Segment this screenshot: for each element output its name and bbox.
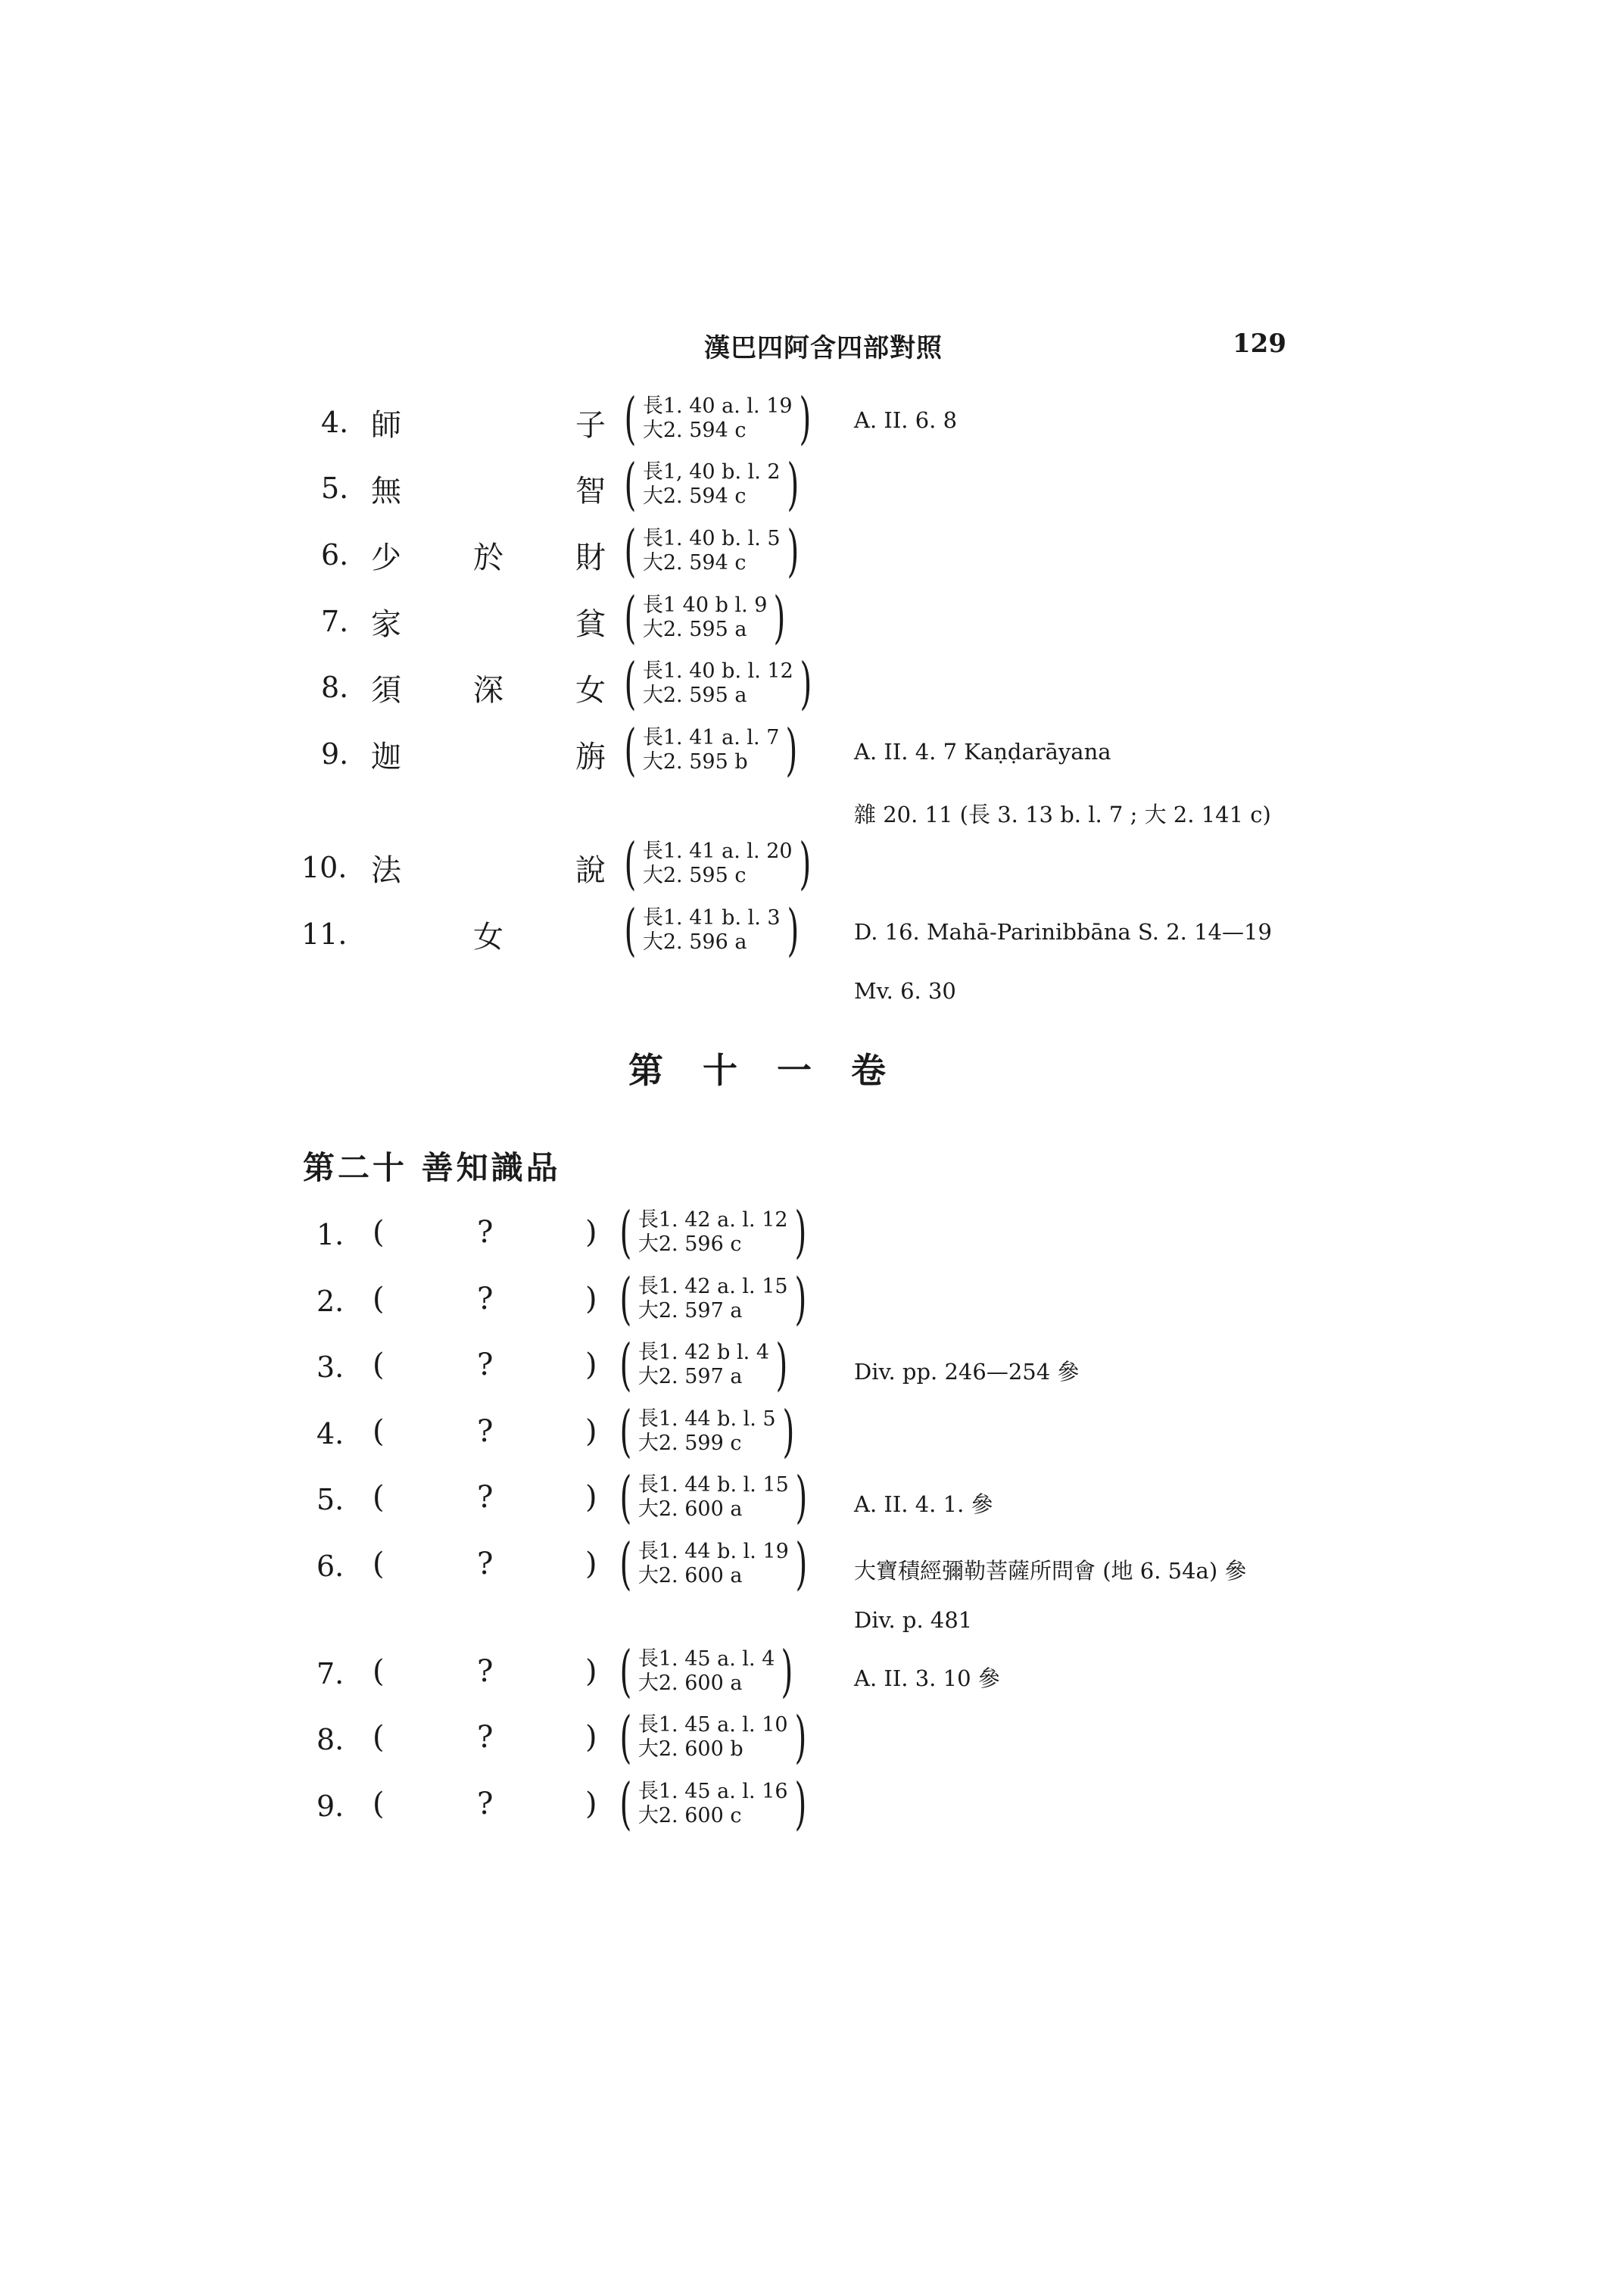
left-brace: ( bbox=[619, 1465, 632, 1530]
title-char-3: 子 bbox=[575, 408, 606, 443]
left-brace: ( bbox=[619, 1266, 632, 1332]
running-header-title: 漢巴四阿含四部對照 bbox=[704, 333, 943, 363]
reference-bracket bbox=[619, 452, 803, 517]
reference-bracket bbox=[615, 1531, 812, 1597]
entry-number: 5. bbox=[316, 1483, 344, 1516]
right-brace: ) bbox=[794, 1200, 806, 1265]
right-brace: ) bbox=[787, 519, 799, 584]
reference-bracket bbox=[619, 651, 817, 716]
reference-line-1: 長1. 44 b. l. 19 bbox=[637, 1540, 789, 1563]
reference-line-1: 長1. 40 a. l. 19 bbox=[642, 394, 793, 418]
entry-number: 3. bbox=[316, 1351, 344, 1384]
title-char-1: 須 bbox=[371, 673, 401, 708]
reference-bracket bbox=[615, 1200, 811, 1265]
reference-line-1: 長1. 41 a. l. 20 bbox=[642, 840, 793, 863]
title-char-1: 迦 bbox=[371, 740, 401, 774]
left-brace: ( bbox=[624, 718, 637, 783]
entry-number: 9. bbox=[316, 1790, 344, 1823]
reference-line-2: 大2. 595 b bbox=[642, 750, 748, 774]
reference-lines bbox=[638, 1713, 788, 1762]
reference-line-2: 大2. 600 b bbox=[637, 1737, 743, 1761]
title-char-1: 家 bbox=[371, 607, 401, 642]
open-paren: ( bbox=[372, 1282, 385, 1316]
title-char-1: 無 bbox=[371, 474, 401, 509]
title-char-3: 女 bbox=[575, 673, 606, 708]
title-char-3: 智 bbox=[575, 474, 606, 509]
page-number: 129 bbox=[1233, 329, 1286, 359]
reference-lines bbox=[638, 1341, 769, 1389]
reference-lines bbox=[643, 527, 781, 575]
right-brace: ) bbox=[795, 1531, 808, 1597]
note-text: A. II. 3. 10 參 bbox=[854, 1665, 1000, 1691]
note-text: Div. p. 481 bbox=[854, 1607, 973, 1633]
reference-line-1: 長1, 40 b. l. 2 bbox=[642, 460, 781, 484]
entry-number: 10. bbox=[301, 851, 348, 884]
entry-number: 4. bbox=[316, 1417, 344, 1450]
open-paren: ( bbox=[372, 1547, 385, 1581]
entry-number: 5. bbox=[321, 472, 349, 505]
reference-bracket bbox=[615, 1266, 811, 1332]
reference-lines bbox=[638, 1208, 788, 1257]
unknown-title-mark: ? bbox=[477, 1480, 494, 1515]
close-paren: ) bbox=[585, 1654, 597, 1689]
reference-line-2: 大2. 596 a bbox=[642, 930, 747, 954]
note-text: Mv. 6. 30 bbox=[854, 978, 956, 1004]
reference-lines bbox=[643, 460, 781, 509]
left-brace: ( bbox=[619, 1705, 632, 1770]
close-paren: ) bbox=[585, 1547, 597, 1581]
unknown-title-mark: ? bbox=[477, 1720, 494, 1755]
unknown-title-mark: ? bbox=[477, 1347, 494, 1382]
chapter-title: 第二十 善知識品 bbox=[303, 1149, 561, 1186]
right-brace: ) bbox=[787, 898, 799, 963]
reference-bracket bbox=[615, 1639, 798, 1704]
note-text: D. 16. Mahā-Parinibbāna S. 2. 14—19 bbox=[854, 919, 1272, 945]
reference-lines bbox=[643, 726, 780, 774]
reference-bracket bbox=[615, 1332, 793, 1397]
close-paren: ) bbox=[585, 1215, 597, 1250]
reference-bracket bbox=[619, 519, 803, 584]
reference-line-2: 大2. 596 c bbox=[637, 1232, 742, 1256]
left-brace: ( bbox=[619, 1639, 632, 1704]
note-text: 大寶積經彌勒菩薩所問會 (地 6. 54a) 參 bbox=[854, 1558, 1247, 1584]
open-paren: ( bbox=[372, 1215, 385, 1250]
reference-line-1: 長1. 40 b. l. 12 bbox=[642, 659, 793, 683]
reference-lines bbox=[643, 659, 793, 708]
unknown-title-mark: ? bbox=[477, 1414, 494, 1449]
entry-number: 8. bbox=[316, 1723, 344, 1756]
reference-line-1: 長1. 45 a. l. 4 bbox=[637, 1647, 775, 1671]
reference-lines bbox=[638, 1647, 775, 1696]
reference-line-2: 大2. 595 c bbox=[642, 864, 747, 887]
entry-number: 6. bbox=[316, 1550, 344, 1583]
reference-bracket bbox=[615, 1771, 811, 1837]
note-text: 雜 20. 11 (長 3. 13 b. l. 7 ; 大 2. 141 c) bbox=[854, 802, 1271, 827]
right-brace: ) bbox=[794, 1771, 806, 1837]
open-paren: ( bbox=[372, 1347, 385, 1382]
reference-line-2: 大2. 594 c bbox=[642, 551, 747, 575]
reference-lines bbox=[638, 1473, 789, 1522]
unknown-title-mark: ? bbox=[477, 1215, 494, 1250]
title-char-3: 旃 bbox=[575, 740, 606, 774]
close-paren: ) bbox=[585, 1414, 597, 1449]
right-brace: ) bbox=[794, 1266, 806, 1332]
reference-line-2: 大2. 597 a bbox=[637, 1299, 743, 1323]
reference-lines bbox=[638, 1407, 776, 1456]
reference-lines bbox=[638, 1275, 788, 1323]
unknown-title-mark: ? bbox=[477, 1654, 494, 1689]
reference-bracket bbox=[619, 898, 803, 963]
entry-number: 8. bbox=[321, 671, 349, 704]
title-char-2: 深 bbox=[473, 673, 503, 708]
reference-bracket bbox=[615, 1399, 799, 1464]
left-brace: ( bbox=[624, 386, 637, 451]
reference-line-1: 長1. 45 a. l. 16 bbox=[637, 1780, 788, 1803]
reference-lines bbox=[643, 594, 768, 642]
right-brace: ) bbox=[795, 1465, 808, 1530]
reference-line-2: 大2. 600 c bbox=[637, 1804, 742, 1827]
left-brace: ( bbox=[619, 1332, 632, 1397]
title-char-3: 說 bbox=[575, 853, 606, 888]
reference-bracket bbox=[619, 718, 803, 783]
reference-bracket bbox=[615, 1705, 811, 1770]
volume-title: 第 十 一 卷 bbox=[628, 1050, 900, 1091]
reference-line-2: 大2. 600 a bbox=[637, 1564, 743, 1587]
right-brace: ) bbox=[785, 718, 798, 783]
reference-line-2: 大2. 597 a bbox=[637, 1365, 743, 1388]
close-paren: ) bbox=[585, 1720, 597, 1755]
entry-number: 7. bbox=[316, 1657, 344, 1690]
right-brace: ) bbox=[775, 1332, 788, 1397]
close-paren: ) bbox=[585, 1787, 597, 1821]
title-char-1: 法 bbox=[371, 853, 401, 888]
left-brace: ( bbox=[619, 1399, 632, 1464]
reference-lines bbox=[643, 906, 781, 955]
unknown-title-mark: ? bbox=[477, 1787, 494, 1821]
reference-lines bbox=[643, 840, 793, 888]
reference-line-2: 大2. 595 a bbox=[642, 684, 747, 707]
entry-number: 6. bbox=[321, 538, 349, 572]
title-char-2: 女 bbox=[473, 920, 503, 955]
left-brace: ( bbox=[624, 898, 637, 963]
reference-bracket bbox=[615, 1465, 812, 1530]
open-paren: ( bbox=[372, 1654, 385, 1689]
entry-number: 4. bbox=[321, 406, 349, 439]
right-brace: ) bbox=[773, 585, 786, 650]
reference-line-1: 長1. 44 b. l. 15 bbox=[637, 1473, 789, 1497]
open-paren: ( bbox=[372, 1480, 385, 1515]
right-brace: ) bbox=[800, 651, 812, 716]
reference-line-1: 長1. 42 a. l. 12 bbox=[637, 1208, 788, 1232]
reference-lines bbox=[643, 394, 793, 443]
entry-number: 1. bbox=[316, 1218, 344, 1251]
close-paren: ) bbox=[585, 1282, 597, 1316]
right-brace: ) bbox=[787, 452, 799, 517]
open-paren: ( bbox=[372, 1414, 385, 1449]
reference-line-2: 大2. 594 c bbox=[642, 484, 747, 508]
entry-number: 11. bbox=[301, 918, 348, 951]
unknown-title-mark: ? bbox=[477, 1547, 494, 1581]
reference-line-1: 長1. 42 b l. 4 bbox=[637, 1341, 770, 1364]
close-paren: ) bbox=[585, 1347, 597, 1382]
reference-line-2: 大2. 600 a bbox=[637, 1671, 743, 1695]
reference-line-2: 大2. 595 a bbox=[642, 618, 747, 641]
reference-bracket bbox=[619, 831, 815, 896]
left-brace: ( bbox=[624, 651, 637, 716]
close-paren: ) bbox=[585, 1480, 597, 1515]
reference-bracket bbox=[619, 386, 815, 451]
entry-number: 9. bbox=[321, 737, 349, 771]
left-brace: ( bbox=[619, 1771, 632, 1837]
unknown-title-mark: ? bbox=[477, 1282, 494, 1316]
left-brace: ( bbox=[624, 519, 637, 584]
reference-line-1: 長1. 42 a. l. 15 bbox=[637, 1275, 788, 1298]
right-brace: ) bbox=[781, 1639, 793, 1704]
reference-line-2: 大2. 599 c bbox=[637, 1432, 742, 1455]
right-brace: ) bbox=[799, 831, 811, 896]
left-brace: ( bbox=[624, 831, 637, 896]
note-text: Div. pp. 246—254 參 bbox=[854, 1359, 1080, 1385]
note-text: A. II. 4. 7 Kaṇḍarāyana bbox=[854, 739, 1111, 765]
title-char-3: 財 bbox=[575, 541, 606, 575]
note-text: A. II. 6. 8 bbox=[854, 407, 958, 433]
title-char-2: 於 bbox=[473, 541, 503, 575]
left-brace: ( bbox=[619, 1531, 632, 1597]
open-paren: ( bbox=[372, 1720, 385, 1755]
note-text: A. II. 4. 1. 參 bbox=[854, 1491, 993, 1517]
right-brace: ) bbox=[799, 386, 811, 451]
title-char-1: 少 bbox=[371, 541, 401, 575]
reference-bracket bbox=[619, 585, 790, 650]
reference-line-1: 長1. 41 b. l. 3 bbox=[642, 906, 781, 930]
reference-line-1: 長1 40 b l. 9 bbox=[642, 594, 768, 617]
open-paren: ( bbox=[372, 1787, 385, 1821]
reference-line-1: 長1. 40 b. l. 5 bbox=[642, 527, 781, 550]
left-brace: ( bbox=[619, 1200, 632, 1265]
reference-line-1: 長1. 44 b. l. 5 bbox=[637, 1407, 776, 1431]
left-brace: ( bbox=[624, 452, 637, 517]
right-brace: ) bbox=[782, 1399, 794, 1464]
reference-line-2: 大2. 594 c bbox=[642, 419, 747, 442]
entry-number: 2. bbox=[316, 1285, 344, 1318]
right-brace: ) bbox=[794, 1705, 806, 1770]
reference-lines bbox=[638, 1780, 788, 1828]
reference-line-1: 長1. 41 a. l. 7 bbox=[642, 726, 780, 749]
entry-number: 7. bbox=[321, 605, 349, 638]
reference-line-2: 大2. 600 a bbox=[637, 1497, 743, 1521]
left-brace: ( bbox=[624, 585, 637, 650]
reference-lines bbox=[638, 1540, 789, 1588]
title-char-3: 貧 bbox=[575, 607, 606, 642]
title-char-1: 師 bbox=[371, 408, 401, 443]
reference-line-1: 長1. 45 a. l. 10 bbox=[637, 1713, 788, 1737]
